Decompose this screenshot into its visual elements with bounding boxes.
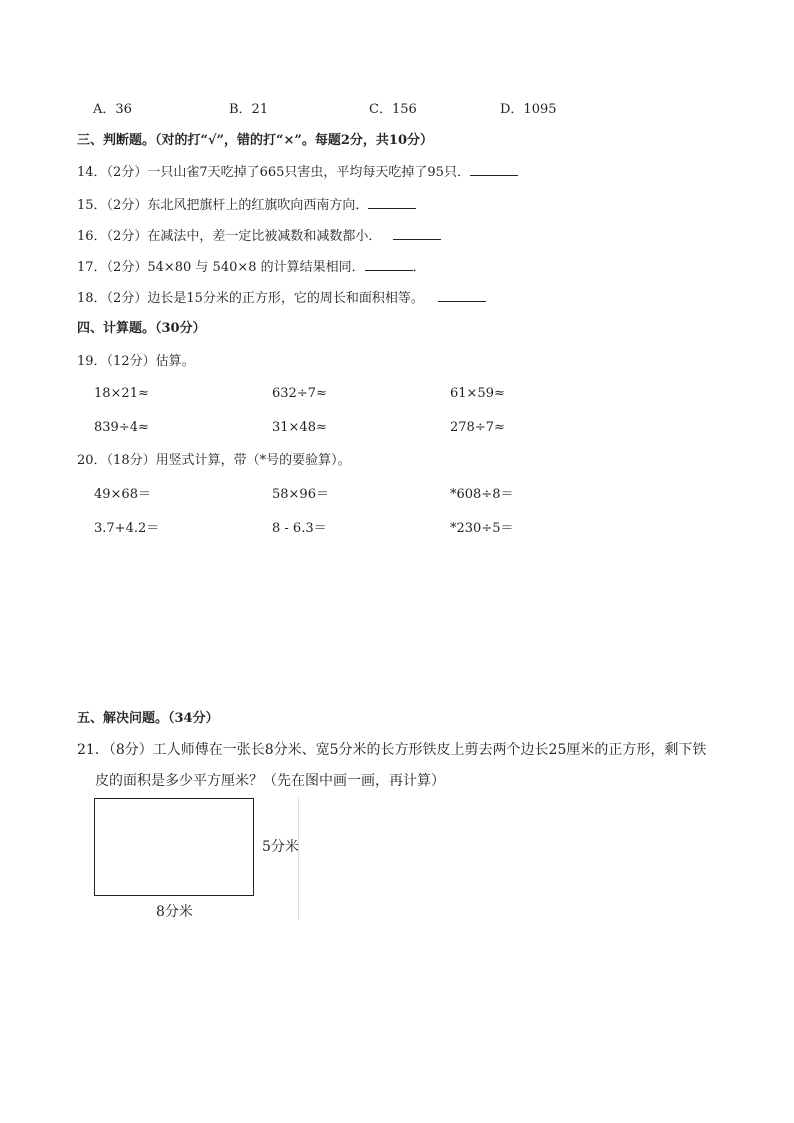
vertical-calc-item: 8 - 6.3＝ [272,521,327,536]
figure-divider [298,798,299,920]
rectangle-figure [94,798,254,896]
height-label: 5分米 [262,839,299,855]
width-label: 8分米 [156,904,193,920]
answer-blank-17[interactable] [365,258,413,271]
vertical-calc-item: *230÷5＝ [450,521,514,536]
vertical-calc-item: *608÷8＝ [450,487,514,502]
estimate-item: 632÷7≈ [272,386,327,401]
question-21-line1: 21．（8分）工人师傅在一张长8分米、宽5分米的长方形铁皮上剪去两个边长25厘米的正方形，剩下铁 [77,742,707,758]
question-21-line2: 皮的面积是多少平方厘米？（先在图中画一画，再计算） [95,773,445,789]
question-18 [77,289,486,308]
question-17-text: 17．（2分）54×80 与 540×8 的计算结果相同． [77,260,365,275]
question-17-period: ． [412,260,426,275]
option-c: C．156 [369,102,417,117]
question-18-text: 18．（2分）边长是15分米的正方形，它的周长和面积相等。 [77,291,424,306]
vertical-calc-item: 58×96＝ [272,487,329,502]
question-20: 20．（18分）用竖式计算，带（*号的要验算）。 [77,453,351,468]
answer-blank-14[interactable] [470,163,518,176]
question-15 [77,196,416,215]
question-14 [77,163,518,182]
question-19: 19．（12分）估算。 [77,354,195,369]
option-b: B．21 [229,102,269,117]
question-14-text: 14．（2分）一只山雀7天吃掉了665只害虫，平均每天吃掉了95只． [77,165,470,180]
vertical-calc-item: 3.7+4.2＝ [94,521,160,536]
option-a: A．36 [93,102,132,117]
answer-blank-16[interactable] [393,227,441,240]
question-16 [77,227,441,246]
question-17 [77,258,426,277]
estimate-item: 278÷7≈ [450,420,505,435]
estimate-item: 839÷4≈ [94,420,149,435]
section4-heading: 四、计算题。（30分） [77,321,206,336]
question-15-text: 15．（2分）东北风把旗杆上的红旗吹向西南方向． [77,198,369,213]
answer-blank-15[interactable] [368,196,416,209]
section5-heading: 五、解决问题。（34分） [77,711,219,726]
section3-heading: 三、判断题。（对的打“√”，错的打“×”。每题2分，共10分） [77,133,433,148]
question-16-text: 16．（2分）在减法中，差一定比被减数和减数都小． [77,229,382,244]
estimate-item: 61×59≈ [450,386,505,401]
vertical-calc-item: 49×68＝ [94,487,151,502]
estimate-item: 18×21≈ [94,386,149,401]
option-d: D．1095 [500,102,557,117]
answer-blank-18[interactable] [438,289,486,302]
estimate-item: 31×48≈ [272,420,327,435]
